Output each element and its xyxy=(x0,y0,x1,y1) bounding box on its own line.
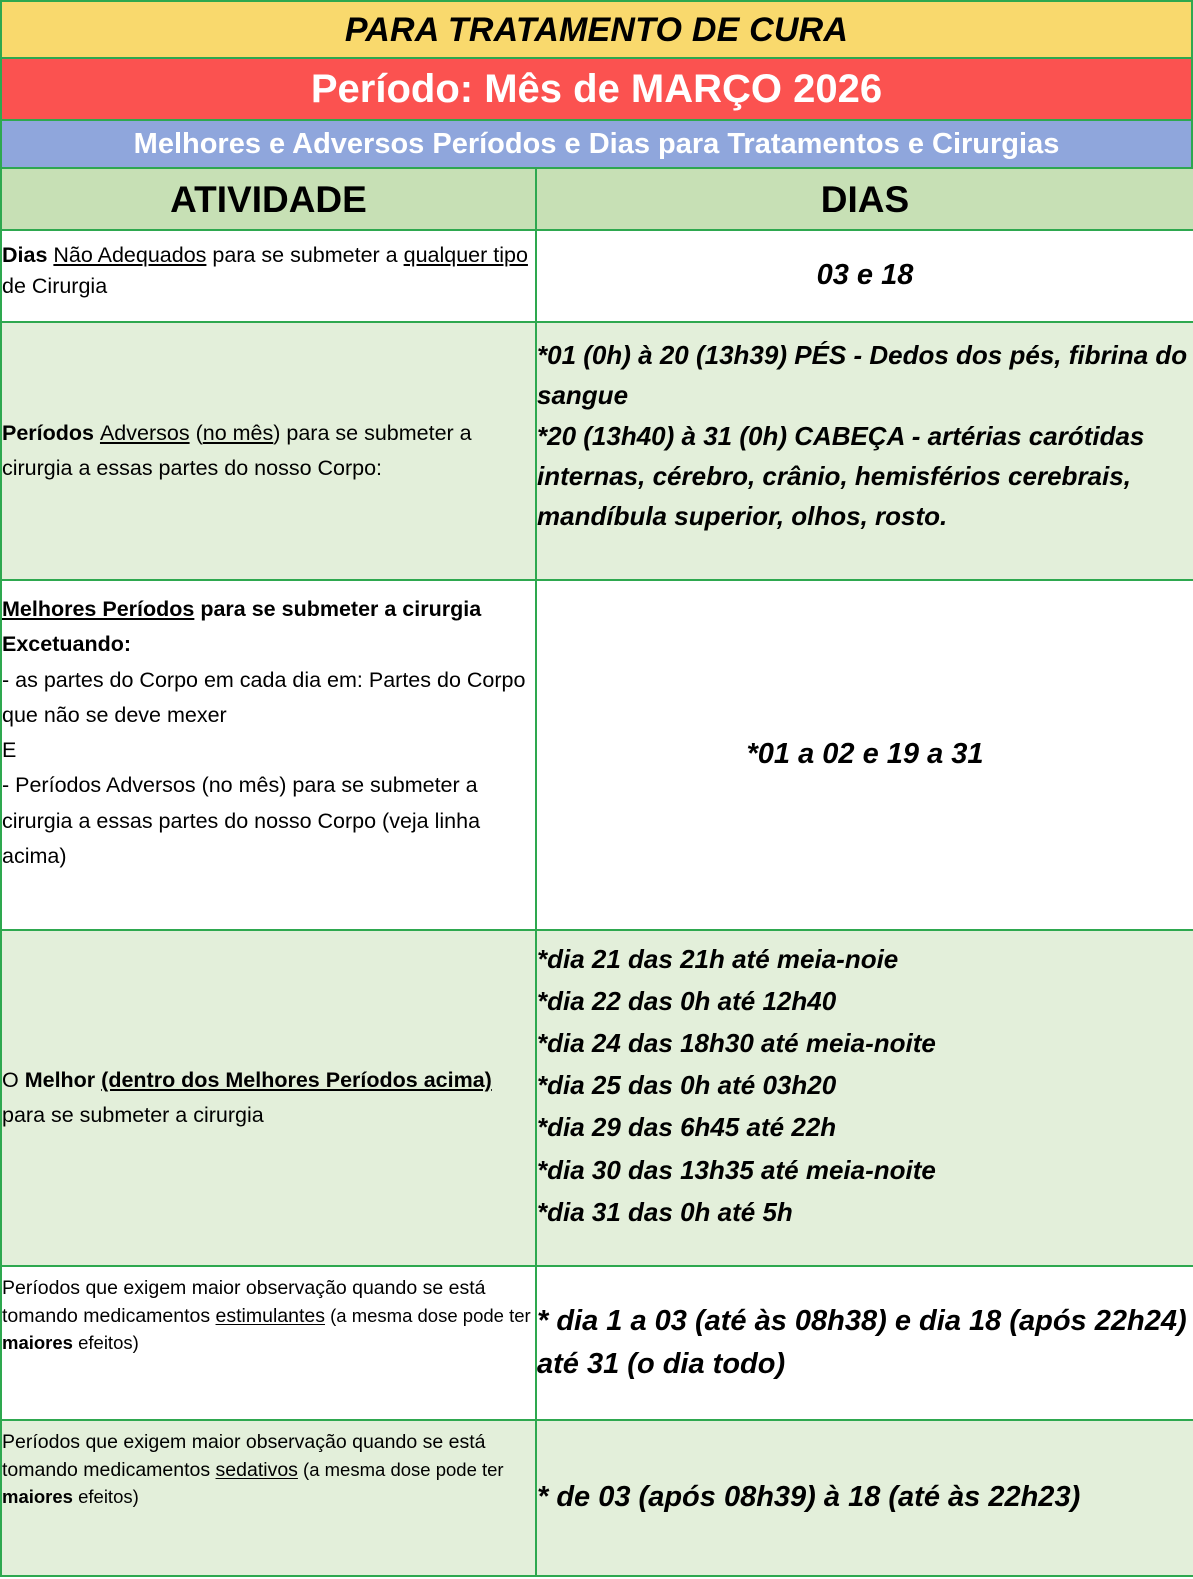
days-cell xyxy=(536,930,1193,1266)
activity-cell xyxy=(1,1266,536,1420)
activity-text-2: Períodos Adversos (no mês) para se submeter a cirurgia a essas partes do nosso Corpo: xyxy=(2,420,472,480)
days-cell xyxy=(536,230,1193,322)
banner-subtitle-text: Melhores e Adversos Períodos e Dias para Tratamentos e Cirurgias xyxy=(133,127,1060,160)
activity-cell xyxy=(1,230,536,322)
banner-period xyxy=(0,57,1193,119)
table-header-row xyxy=(1,168,1193,230)
days-text-5: * dia 1 a 03 (até às 08h38) e dia 18 (após 22h24) até 31 (o dia todo) xyxy=(537,1304,1187,1380)
activity-cell xyxy=(1,580,536,930)
banner-title xyxy=(0,0,1193,57)
banner-subtitle xyxy=(0,119,1193,167)
column-header-activity-label: ATIVIDADE xyxy=(170,178,367,220)
activity-text-6: Períodos que exigem maior observação quando se está tomando medicamentos sedativos (a mesma dose pode ter maiores efeitos) xyxy=(2,1431,504,1508)
activity-text-5: Períodos que exigem maior observação quando se está tomando medicamentos estimulantes (a mesma dose pode ter maiores efeitos) xyxy=(2,1277,531,1354)
banner-title-text: PARA TRATAMENTO DE CURA xyxy=(344,10,849,49)
days-cell xyxy=(536,580,1193,930)
table-row xyxy=(1,930,1193,1266)
column-header-days-label: DIAS xyxy=(820,178,910,220)
table-row xyxy=(1,580,1193,930)
activity-cell xyxy=(1,1420,536,1576)
days-text-4: *dia 21 das 21h até meia-noie *dia 22 das 0h até 12h40 *dia 24 das 18h30 até meia-noite *dia 25 das 0h até 03h20 *dia 29 das 6h45 até 22h *dia 30 das 13h35 até meia-noite *dia 31 das 0h até 5h xyxy=(537,944,936,1227)
days-text-2: *01 (0h) à 20 (13h39) PÉS - Dedos dos pés, fibrina do sangue *20 (13h40) à 31 (0h) CABEÇA - artérias carótidas internas, cérebro, crânio, hemisférios cerebrais, mandíbula superior, olhos, rosto. xyxy=(537,340,1188,532)
table-row xyxy=(1,1420,1193,1576)
activity-cell xyxy=(1,930,536,1266)
days-text-6: * de 03 (após 08h39) à 18 (até às 22h23) xyxy=(537,1481,1081,1514)
days-cell xyxy=(536,1266,1193,1420)
table-row xyxy=(1,230,1193,322)
days-text-3: *01 a 02 e 19 a 31 xyxy=(746,738,984,771)
days-cell xyxy=(536,1420,1193,1576)
activity-text-1: Dias Não Adequados para se submeter a qualquer tipo de Cirurgia xyxy=(2,243,528,298)
activity-cell xyxy=(1,322,536,580)
column-header-activity xyxy=(1,168,536,230)
activity-text-4: O Melhor (dentro dos Melhores Períodos acima) para se submeter a cirurgia xyxy=(2,1067,492,1127)
banner-period-text: Período: Mês de MARÇO 2026 xyxy=(310,67,883,111)
schedule-table xyxy=(0,167,1193,1577)
table-row xyxy=(1,1266,1193,1420)
activity-text-3: Melhores Períodos para se submeter a cirurgia Excetuando: - as partes do Corpo em cada dia em: Partes do Corpo que não se deve mexer E - Períodos Adversos (no mês) para se submeter a cirurgia a essas partes do nosso Corpo (veja linha acima) xyxy=(2,597,526,868)
days-text-1: 03 e 18 xyxy=(816,259,914,292)
column-header-days xyxy=(536,168,1193,230)
table-row xyxy=(1,322,1193,580)
days-cell xyxy=(536,322,1193,580)
